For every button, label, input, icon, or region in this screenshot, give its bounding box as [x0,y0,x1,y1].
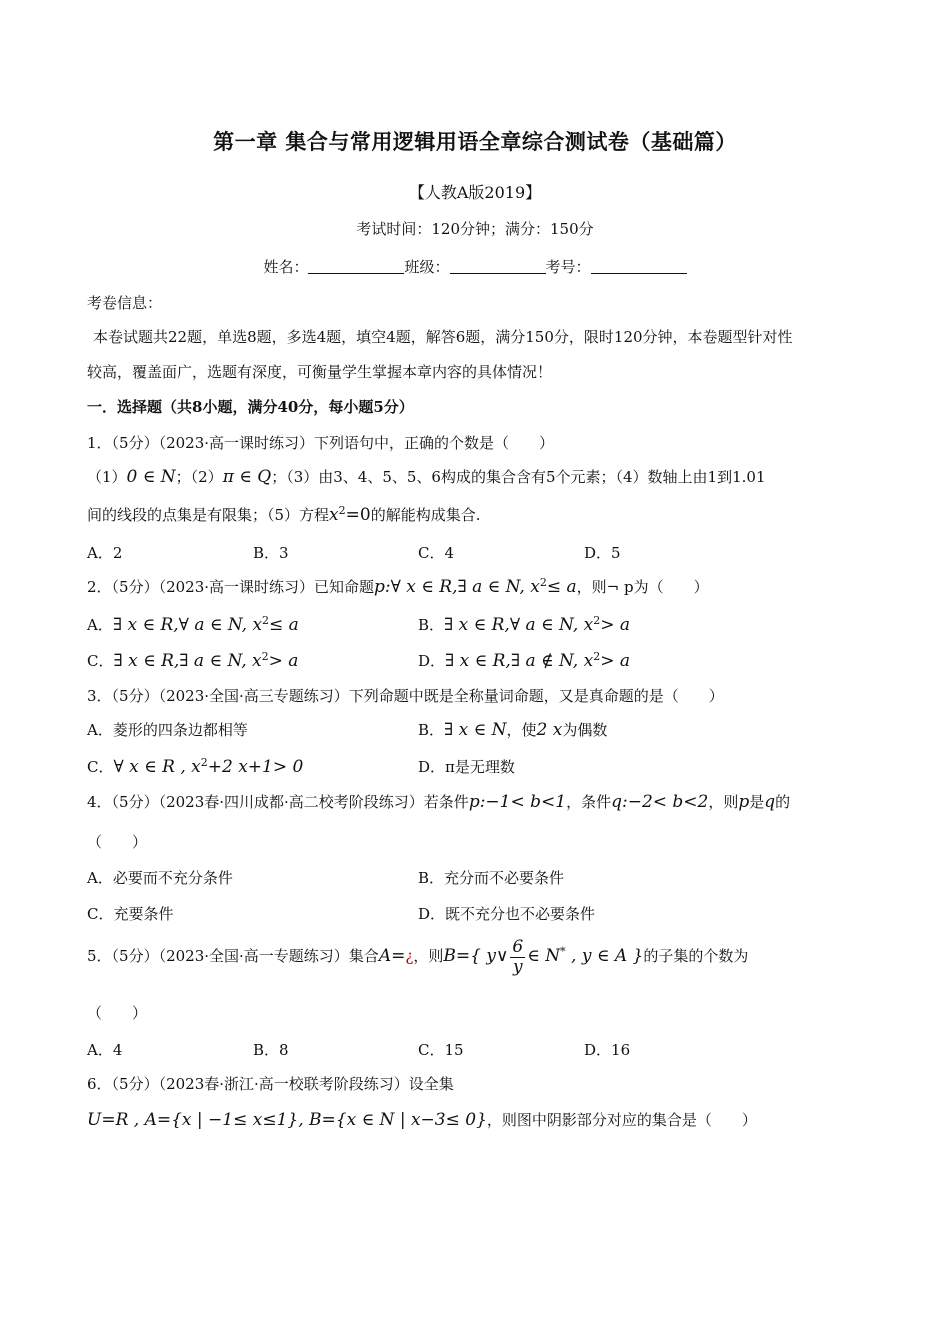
q6-line2: U=R , A={x | −1≤ x≤1}, B={x ∈ N | x−3≤ 0}，则图中阴影部分对应的集合是（ ） [87,1110,757,1130]
q1-option-b[interactable]: B．3 [253,544,289,562]
q2-option-b[interactable]: B．∃ x ∈ R,∀ a ∈ N, $x^2> a$ [418,614,631,635]
q2-stem: 2．（5分）（2023·高一课时练习）已知命题p:∀ x ∈ R,∃ a ∈ N, $x^2\le a$，则¬ p为（ ） [87,576,709,597]
q4-option-a[interactable]: A．必要而不充分条件 [87,869,233,887]
student-info-line [0,256,950,277]
q5-option-b[interactable]: B．8 [253,1041,289,1059]
info-line-2: 较高，覆盖面广，选题有深度，可衡量学生掌握本章内容的具体情况！ [87,363,553,381]
q3-option-b[interactable]: B．∃ x ∈ N，使2 x为偶数 [418,720,608,740]
name-label: 姓名： [263,258,309,276]
info-heading: 考卷信息： [87,294,163,312]
class-label: 班级： [404,258,450,276]
q4-option-c[interactable]: C．充要条件 [87,905,174,923]
q4-answer-paren: （ ） [87,833,148,851]
q3-option-d[interactable]: D．π是无理数 [418,758,515,776]
q1-option-c[interactable]: C．4 [418,544,455,562]
info-line-1: 本卷试题共22题，单选8题，多选4题，填空4题，解答6题，满分150分，限时120分钟，本卷题型针对性 [93,328,793,346]
id-label: 考号： [545,258,591,276]
q6-stem: 6．（5分）（2023春·浙江·高一校联考阶段练习）设全集 [87,1075,454,1093]
q5-stem: 5．（5分）（2023·全国·高一专题练习）集合A=¿，则B={ y∨ $\frac{6}{y}$ ∈ N* , y ∈ A }的子集的个数为 [87,937,749,977]
exam-time: 考试时间：120分钟；满分：150分 [356,220,594,238]
q5-answer-paren: （ ） [87,1004,148,1022]
q5-option-a[interactable]: A．4 [87,1041,123,1059]
edition-label: 【人教A版2019】 [408,183,542,202]
q5-fraction: $\frac{6}{y}$ [512,937,524,977]
q1-option-d[interactable]: D．5 [584,544,621,562]
q3-option-a[interactable]: A．菱形的四条边都相等 [87,721,248,739]
id-blank[interactable] [591,259,687,274]
q5-option-c[interactable]: C．15 [418,1041,464,1059]
q3-option-c[interactable]: C．∀ x ∈ R , $x^2+2$ x+1> 0 [87,756,304,777]
q2-option-c[interactable]: C．∃ x ∈ R,∃ a ∈ N, $x^2> a$ [87,650,299,671]
q1-line3: 间的线段的点集是有限集；（5）方程$x^2=0$的解能构成集合. [87,504,481,525]
class-blank[interactable] [450,259,546,274]
q1-line2: （1）0 ∈ N；（2）π ∈ Q；（3）由3、4、5、5、6构成的集合含有5个元素；（4）数轴上由1到1.01 [87,467,766,487]
page-title: 第一章 集合与常用逻辑用语全章综合测试卷（基础篇） [213,130,737,154]
q2-option-a[interactable]: A．∃ x ∈ R,∀ a ∈ N, $x^2\le a$ [87,614,299,635]
q4-option-b[interactable]: B．充分而不必要条件 [418,869,565,887]
q5-option-d[interactable]: D．16 [584,1041,631,1059]
q1-stem: 1．（5分）（2023·高一课时练习）下列语句中，正确的个数是（ ） [87,434,555,452]
q4-stem: 4．（5分）（2023春·四川成都·高二校考阶段练习）若条件p:−1< b<1，条件q:−2< b<2，则p是q的 [87,792,791,812]
q1-option-a[interactable]: A．2 [87,544,123,562]
q2-option-d[interactable]: D．∃ x ∈ R,∃ a ∉ N, $x^2> a$ [418,650,630,671]
section-heading: 一．选择题（共8小题，满分40分，每小题5分） [87,398,414,416]
name-blank[interactable] [308,259,404,274]
q3-stem: 3．（5分）（2023·全国·高三专题练习）下列命题中既是全称量词命题，又是真命题的是（ ） [87,687,724,705]
q4-option-d[interactable]: D．既不充分也不必要条件 [418,905,596,923]
